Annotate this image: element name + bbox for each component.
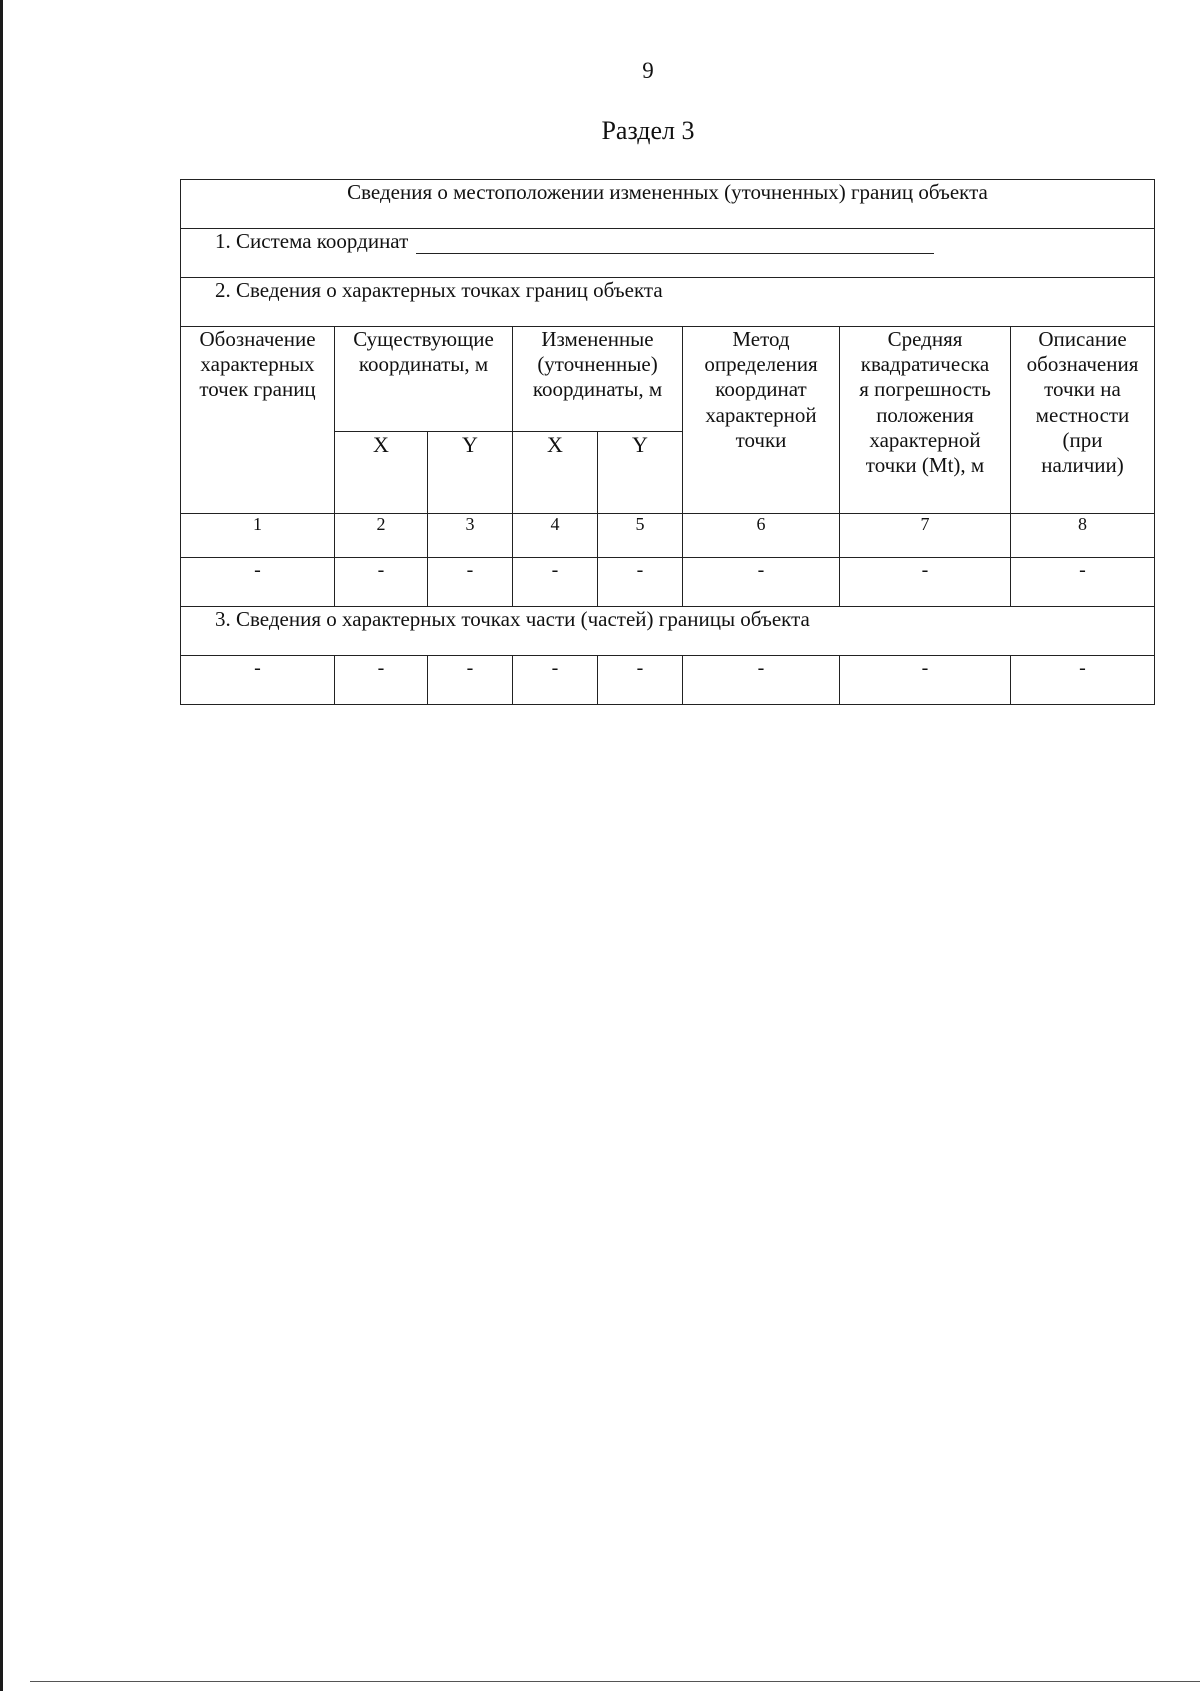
part-caption-row bbox=[181, 607, 1155, 656]
table-cell: - bbox=[1011, 656, 1155, 705]
header-error-line: я погрешность bbox=[859, 377, 991, 402]
column-number: 2 bbox=[335, 514, 428, 558]
header-row bbox=[181, 327, 1155, 432]
table-cell: - bbox=[1011, 558, 1155, 607]
header-description-line: (при bbox=[1062, 427, 1103, 452]
header-changed-line: (уточненные) bbox=[537, 352, 658, 377]
table-cell: - bbox=[428, 558, 513, 607]
header-existing-y: Y bbox=[428, 432, 513, 514]
header-method-line: точки bbox=[735, 427, 787, 452]
table-cell: - bbox=[840, 558, 1011, 607]
table-cell: - bbox=[683, 656, 840, 705]
scan-left-edge bbox=[0, 0, 3, 1691]
points-caption-row bbox=[181, 278, 1155, 327]
header-designation-line: Обозначение bbox=[199, 327, 316, 351]
table-cell: - bbox=[335, 656, 428, 705]
header-description-line: местности bbox=[1035, 402, 1130, 427]
header-error-line: квадратическа bbox=[860, 352, 990, 377]
points-data-row bbox=[181, 558, 1155, 607]
header-changed-y: Y bbox=[598, 432, 683, 514]
header-method-line: характерной bbox=[705, 402, 817, 427]
table-cell: - bbox=[683, 558, 840, 607]
header-description-line: наличии) bbox=[1041, 452, 1124, 477]
header-error-line: Средняя bbox=[887, 327, 963, 351]
column-number: 4 bbox=[513, 514, 598, 558]
coord-system-label: 1. Система координат bbox=[215, 229, 409, 253]
page-number: 9 bbox=[642, 58, 654, 83]
column-number: 3 bbox=[428, 514, 513, 558]
table-cell: - bbox=[840, 656, 1011, 705]
header-description bbox=[1011, 327, 1155, 514]
column-number: 5 bbox=[598, 514, 683, 558]
table-title: Сведения о местоположении измененных (уточненных) границ объекта bbox=[181, 180, 1155, 229]
header-description-line: Описание bbox=[1038, 327, 1127, 351]
header-existing-coords bbox=[335, 327, 513, 432]
header-description-line: обозначения bbox=[1026, 352, 1139, 377]
table-cell: - bbox=[181, 656, 335, 705]
column-number: 6 bbox=[683, 514, 840, 558]
table-cell: - bbox=[598, 656, 683, 705]
header-existing-line: Существующие bbox=[353, 327, 494, 351]
header-changed-x: X bbox=[513, 432, 598, 514]
table-cell: - bbox=[181, 558, 335, 607]
header-designation bbox=[181, 327, 335, 514]
column-number: 7 bbox=[840, 514, 1011, 558]
header-method bbox=[683, 327, 840, 514]
header-error-line: положения bbox=[876, 402, 974, 427]
coord-system-blank-line bbox=[416, 231, 934, 254]
scan-bottom-rule bbox=[30, 1681, 1200, 1682]
header-designation-line: характерных bbox=[200, 352, 315, 377]
header-error-line: характерной bbox=[869, 427, 981, 452]
part-data-row bbox=[181, 656, 1155, 705]
coord-system-cell bbox=[181, 229, 1155, 278]
column-number: 8 bbox=[1011, 514, 1155, 558]
header-existing-x: X bbox=[335, 432, 428, 514]
header-error bbox=[840, 327, 1011, 514]
header-changed-coords bbox=[513, 327, 683, 432]
points-caption: 2. Сведения о характерных точках границ объекта bbox=[181, 278, 1155, 327]
boundary-points-table bbox=[180, 179, 1155, 705]
section-title: Раздел 3 bbox=[601, 116, 695, 145]
table-cell: - bbox=[513, 558, 598, 607]
header-designation-line: точек границ bbox=[199, 377, 316, 402]
column-number-row bbox=[181, 514, 1155, 558]
header-method-line: определения bbox=[704, 352, 818, 377]
table-title-row bbox=[181, 180, 1155, 229]
table-cell: - bbox=[335, 558, 428, 607]
header-description-line: точки на bbox=[1044, 377, 1121, 402]
header-error-line: точки (Mt), м bbox=[865, 452, 985, 477]
table-cell: - bbox=[598, 558, 683, 607]
header-method-line: координат bbox=[715, 377, 807, 402]
part-caption: 3. Сведения о характерных точках части (частей) границы объекта bbox=[181, 607, 1155, 656]
header-method-line: Метод bbox=[732, 327, 790, 351]
table-cell: - bbox=[428, 656, 513, 705]
coord-system-row bbox=[181, 229, 1155, 278]
header-changed-line: координаты, м bbox=[532, 377, 663, 402]
header-changed-line: Измененные bbox=[541, 327, 654, 351]
column-number: 1 bbox=[181, 514, 335, 558]
header-existing-line: координаты, м bbox=[358, 352, 489, 377]
table-cell: - bbox=[513, 656, 598, 705]
